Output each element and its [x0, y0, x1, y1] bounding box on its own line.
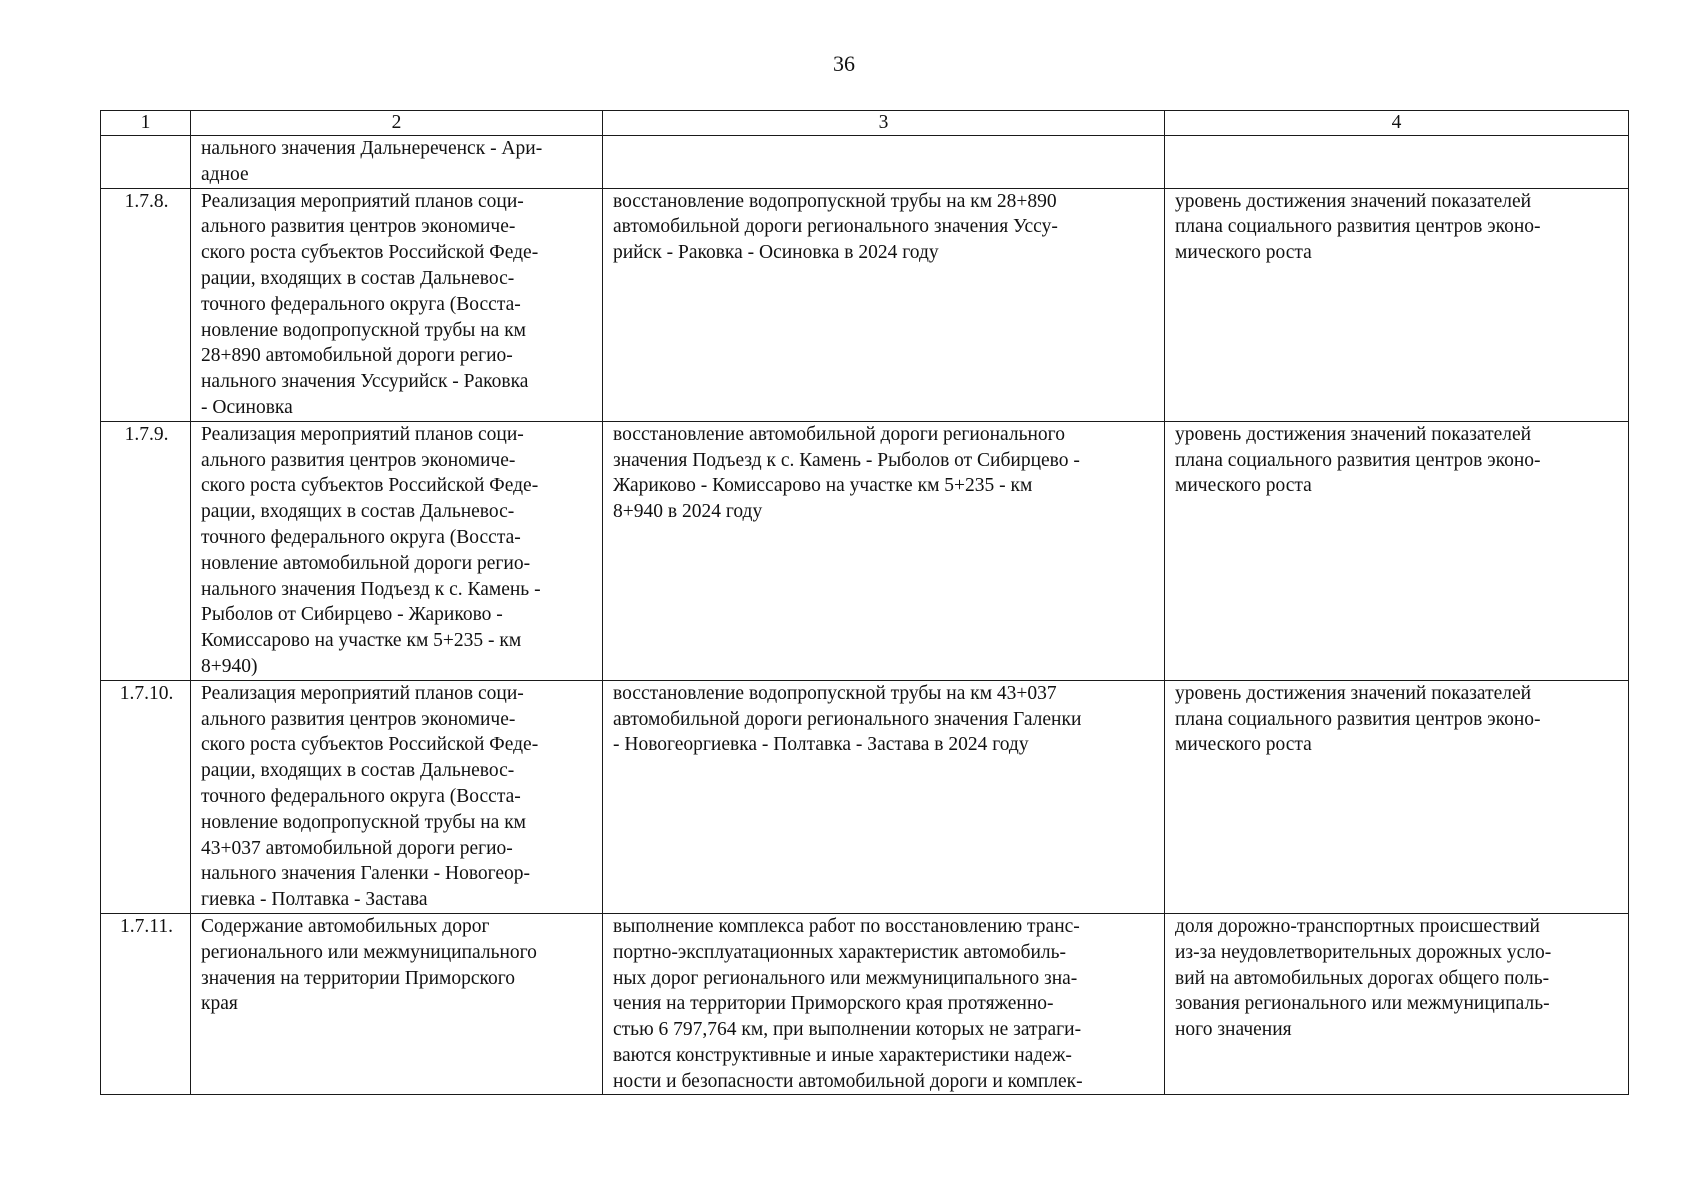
text-line: Реализация мероприятий планов соци-: [201, 682, 524, 704]
measure-name-cell: [191, 680, 603, 913]
indicator-cell: [1165, 680, 1629, 913]
text-line: мического роста: [1175, 242, 1312, 264]
text-line: значения на территории Приморского: [201, 967, 516, 989]
text-line: чения на территории Приморского края протяженно-: [613, 993, 1054, 1015]
text-line: автомобильной дороги регионального значения Уссу-: [613, 216, 1058, 238]
text-line: мического роста: [1175, 734, 1312, 756]
table-header-row: [101, 111, 1629, 136]
table-row: [101, 680, 1629, 913]
row-number-cell: 1.7.11.: [101, 913, 191, 1095]
text-line: регионального или межмуниципального: [201, 941, 537, 963]
text-line: адное: [201, 163, 249, 185]
text-line: ского роста субъектов Российской Феде-: [201, 242, 539, 264]
text-line: выполнение комплекса работ по восстановлению транс-: [613, 915, 1080, 937]
text-line: ального развития центров экономиче-: [201, 708, 516, 730]
result-description-cell: [603, 188, 1165, 421]
indicator-cell: [1165, 913, 1629, 1095]
row-number-cell: 1.7.9.: [101, 421, 191, 680]
measure-name-cell: [191, 136, 603, 189]
text-line: ского роста субъектов Российской Феде-: [201, 734, 539, 756]
row-number-cell: 1.7.10.: [101, 680, 191, 913]
text-line: ных дорог регионального или межмуниципального зна-: [613, 967, 1078, 989]
text-line: Реализация мероприятий планов соци-: [201, 190, 524, 212]
text-line: рации, входящих в состав Дальневос-: [201, 501, 515, 523]
indicator-cell: [1165, 188, 1629, 421]
text-line: нального значения Дальнереченск - Ари-: [201, 138, 543, 159]
result-description-cell: [603, 421, 1165, 680]
text-line: рации, входящих в состав Дальневос-: [201, 760, 515, 782]
measure-name-cell: [191, 188, 603, 421]
text-line: нального значения Галенки - Новогеор-: [201, 863, 531, 885]
text-line: новление водопропускной трубы на км: [201, 811, 527, 833]
text-line: зования регионального или межмуниципаль-: [1175, 993, 1550, 1015]
text-line: новление автомобильной дороги регио-: [201, 552, 531, 574]
text-line: ального развития центров экономиче-: [201, 216, 516, 238]
table-row: [101, 421, 1629, 680]
measure-name-cell: [191, 913, 603, 1095]
text-line: ного значения: [1175, 1019, 1292, 1041]
text-line: ности и безопасности автомобильной дороги и комплек-: [613, 1070, 1083, 1092]
text-line: 43+037 автомобильной дороги регио-: [201, 837, 513, 859]
column-header-2: 2: [191, 111, 603, 136]
text-line: плана социального развития центров эконо-: [1175, 449, 1541, 471]
row-number-cell: 1.7.8.: [101, 188, 191, 421]
text-line: рации, входящих в состав Дальневос-: [201, 267, 515, 289]
text-line: стью 6 797,764 км, при выполнении которых не затраги-: [613, 1019, 1082, 1041]
text-line: точного федерального округа (Восста-: [201, 526, 521, 548]
text-line: плана социального развития центров эконо-: [1175, 216, 1541, 238]
text-line: Содержание автомобильных дорог: [201, 915, 490, 937]
column-header-3: 3: [603, 111, 1165, 136]
text-line: точного федерального округа (Восста-: [201, 785, 521, 807]
text-line: автомобильной дороги регионального значения Галенки: [613, 708, 1082, 730]
text-line: восстановление автомобильной дороги регионального: [613, 423, 1065, 445]
page-number: 36: [833, 51, 855, 76]
measures-table: [100, 110, 1629, 1095]
result-description-cell: [603, 680, 1165, 913]
text-line: края: [201, 993, 238, 1015]
text-line: восстановление водопропускной трубы на км 43+037: [613, 682, 1057, 704]
text-line: рийск - Раковка - Осиновка в 2024 году: [613, 242, 939, 264]
text-line: гиевка - Полтавка - Застава: [201, 889, 428, 911]
text-line: нального значения Подъезд к с. Камень -: [201, 578, 541, 600]
text-line: 8+940 в 2024 году: [613, 501, 763, 523]
indicator-cell: [1165, 136, 1629, 189]
text-line: из-за неудовлетворительных дорожных усло-: [1175, 941, 1552, 963]
table-body: [101, 136, 1629, 1095]
text-line: новление водопропускной трубы на км: [201, 319, 527, 341]
text-line: Комиссарово на участке км 5+235 - км: [201, 630, 522, 652]
table-row: [101, 136, 1629, 189]
result-description-cell: [603, 136, 1165, 189]
text-line: уровень достижения значений показателей: [1175, 423, 1532, 445]
column-header-4: 4: [1165, 111, 1629, 136]
text-line: Реализация мероприятий планов соци-: [201, 423, 524, 445]
text-line: Рыболов от Сибирцево - Жариково -: [201, 604, 503, 626]
text-line: вий на автомобильных дорогах общего поль-: [1175, 967, 1550, 989]
text-line: портно-эксплуатационных характеристик автомобиль-: [613, 941, 1067, 963]
text-line: - Осиновка: [201, 396, 293, 418]
table-row: [101, 913, 1629, 1095]
column-header-1: 1: [101, 111, 191, 136]
text-line: 8+940): [201, 655, 258, 677]
text-line: плана социального развития центров эконо-: [1175, 708, 1541, 730]
text-line: мического роста: [1175, 475, 1312, 497]
text-line: 28+890 автомобильной дороги регио-: [201, 345, 513, 367]
text-line: ского роста субъектов Российской Феде-: [201, 475, 539, 497]
row-number-cell: [101, 136, 191, 189]
result-description-cell: [603, 913, 1165, 1095]
table-row: [101, 188, 1629, 421]
measure-name-cell: [191, 421, 603, 680]
text-line: ваются конструктивные и иные характеристики надеж-: [613, 1044, 1072, 1066]
text-line: - Новогеоргиевка - Полтавка - Застава в 2024 году: [613, 734, 1029, 756]
text-line: нального значения Уссурийск - Раковка: [201, 371, 529, 393]
text-line: восстановление водопропускной трубы на км 28+890: [613, 190, 1057, 212]
text-line: уровень достижения значений показателей: [1175, 682, 1532, 704]
text-line: ального развития центров экономиче-: [201, 449, 516, 471]
text-line: уровень достижения значений показателей: [1175, 190, 1532, 212]
indicator-cell: [1165, 421, 1629, 680]
text-line: доля дорожно-транспортных происшествий: [1175, 915, 1540, 937]
text-line: Жариково - Комиссарово на участке км 5+235 - км: [613, 475, 1033, 497]
text-line: значения Подъезд к с. Камень - Рыболов от Сибирцево -: [613, 449, 1080, 471]
text-line: точного федерального округа (Восста-: [201, 293, 521, 315]
